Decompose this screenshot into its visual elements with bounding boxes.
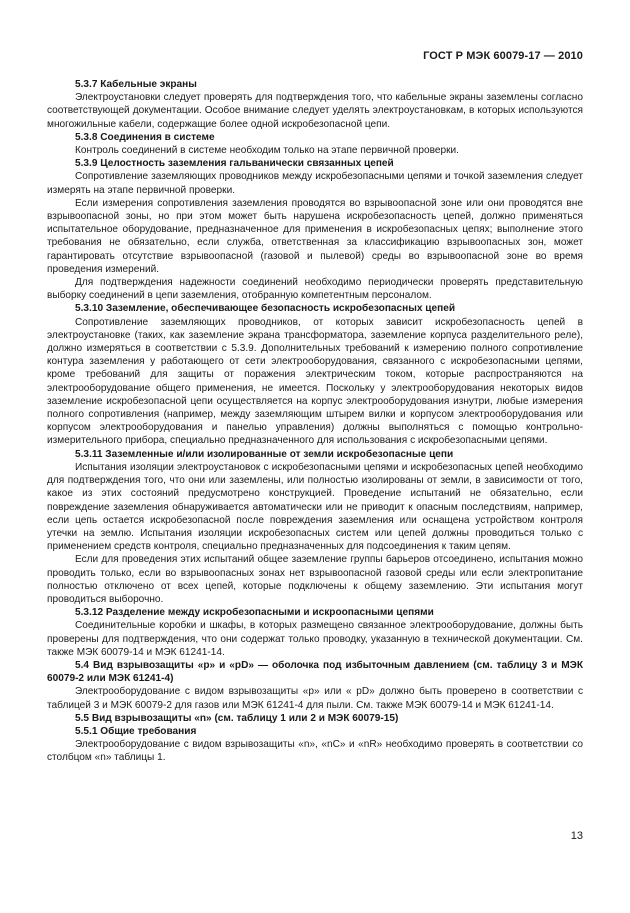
paragraph: Для подтверждения надежности соединений необходимо периодически проверять представительную выборку соединений в цепи заземления, отобранную компетентным персоналом.: [47, 277, 583, 302]
paragraph: Электрооборудование с видом взрывозащиты «n», «nC» и «nR» необходимо проверять в соответствии со столбцом «n» таблицы 1.: [47, 739, 583, 764]
section-heading: 5.3.8 Соединения в системе: [75, 131, 215, 143]
paragraph: Контроль соединений в системе необходим только на этапе первичной проверки.: [75, 145, 459, 157]
paragraph: Если измерения сопротивления заземления проводятся во взрывоопасной зоне или они проводятся вне взрывоопасной зоны, но при этом может быть нарушена искробезопасность цепей, должно применяться испытательное оборудование, предназначенное для применения в искробезопасных цепях; выполнение этого требования не обязательно, если служба, ответственная за классификацию взрывоопасных зон, может гарантировать отсутствие взрывоопасной (газовой и пылевой) среды во взрывоопасной зоне во время проведения измерений.: [47, 197, 583, 275]
paragraph: Сопротивление заземляющих проводников между искробезопасными цепями и точкой заземления следует измерять на этапе первичной проверки.: [47, 171, 583, 196]
section-heading: 5.5 Вид взрывозащиты «n» (см. таблицу 1 или 2 и МЭК 60079-15): [75, 712, 399, 724]
section-heading: 5.4 Вид взрывозащиты «p» и «pD» — оболочка под избыточным давлением (см. таблицу 3 и МЭК 60079-2 или МЭК 61241-4): [47, 659, 583, 685]
paragraph: Испытания изоляции электроустановок с искробезопасными цепями и искробезопасных цепей необходимо для подтверждения того, что они или заземлены, или полностью изолированы от земли, в зависимости от того, какое из этих состояний предусмотрено конструкцией. Проведение испытаний не обязательно, если повреждение заземления обнаруживается автоматически или не приводит к опасным последствиям, например, если цепь остается искробезопасной после повреждения заземления или оснащена устройством контроля утечки на землю. Испытания изоляции искробезопасных систем или цепей должны проводиться только с применением средств контроля, специально предназначенных для подсоединения к таким цепям.: [47, 461, 583, 553]
page-number: 13: [570, 830, 583, 842]
paragraph: Если для проведения этих испытаний общее заземление группы барьеров отсоединено, испытания можно проводить только, если во взрывоопасных зонах нет взрывоопасной газовой среды или если электропитание полностью отключено от всех цепей, которые подключены к общему заземлению. Эти испытания могут проводиться выборочно.: [47, 554, 583, 605]
paragraph: Электрооборудование с видом взрывозащиты «p» или « pD» должно быть проверено в соответствии с таблицей 3 и МЭК 60079-2 для газов или МЭК 61241-4 для пыли. См. также МЭК 60079-14 и МЭК 61241-14.: [47, 686, 583, 711]
section-heading: 5.3.9 Целостность заземления гальванически связанных цепей: [75, 158, 394, 170]
paragraph: Сопротивление заземляющих проводников, от которых зависит искробезопасность цепей в электроустановке (таких, как заземление экрана трансформатора, заземление корпуса разделительного реле), должно измеряться в соответствии с 5.3.9. Дополнительных требований к измерению полного сопротивление контура заземления у работающего от сети электрооборудования, связанного с искробезопасными цепями, кроме требований для защиты от поражения электрическим током, которые распространяются на электрооборудование общего применения, не имеется. Поскольку у электрооборудования некоторых видов заземление искробезопасной цепи осуществляется на корпус электрооборудования изнутри, любые измерения полного сопротивления (например, между заземляющим штырем вилки и корпусом электрооборудования или корпусом электрооборудования и панелью управления) должны выполняться с помощью контрольно-измерительного прибора, специально предназначенного для использования с искробезопасными цепями.: [47, 316, 583, 447]
section-heading: 5.3.12 Разделение между искробезопасными и искроопасными цепями: [75, 607, 434, 619]
section-heading: 5.3.7 Кабельные экраны: [75, 79, 197, 90]
section-heading: 5.5.1 Общие требования: [75, 725, 197, 737]
paragraph: Электроустановки следует проверять для подтверждения того, что кабельные экраны заземлены согласно соответствующей документации. Особое внимание следует уделять электроустановкам, в которых используются многожильные кабели, содержащие более одной искробезопасной цепи.: [47, 92, 583, 130]
section-heading: 5.3.11 Заземленные и/или изолированные от земли искробезопасные цепи: [75, 448, 454, 460]
paragraph: Соединительные коробки и шкафы, в которых размещено связанное электрооборудование, должны быть проверены для подтверждения, что они содержат только проводку, указанную в технической документации. См. также МЭК 60079-14 и МЭК 61241-14.: [47, 620, 583, 658]
section-heading: 5.3.10 Заземление, обеспечивающее безопасность искробезопасных цепей: [75, 303, 456, 315]
document-body: [47, 78, 583, 765]
document-header: ГОСТ Р МЭК 60079-17 — 2010: [423, 50, 583, 62]
